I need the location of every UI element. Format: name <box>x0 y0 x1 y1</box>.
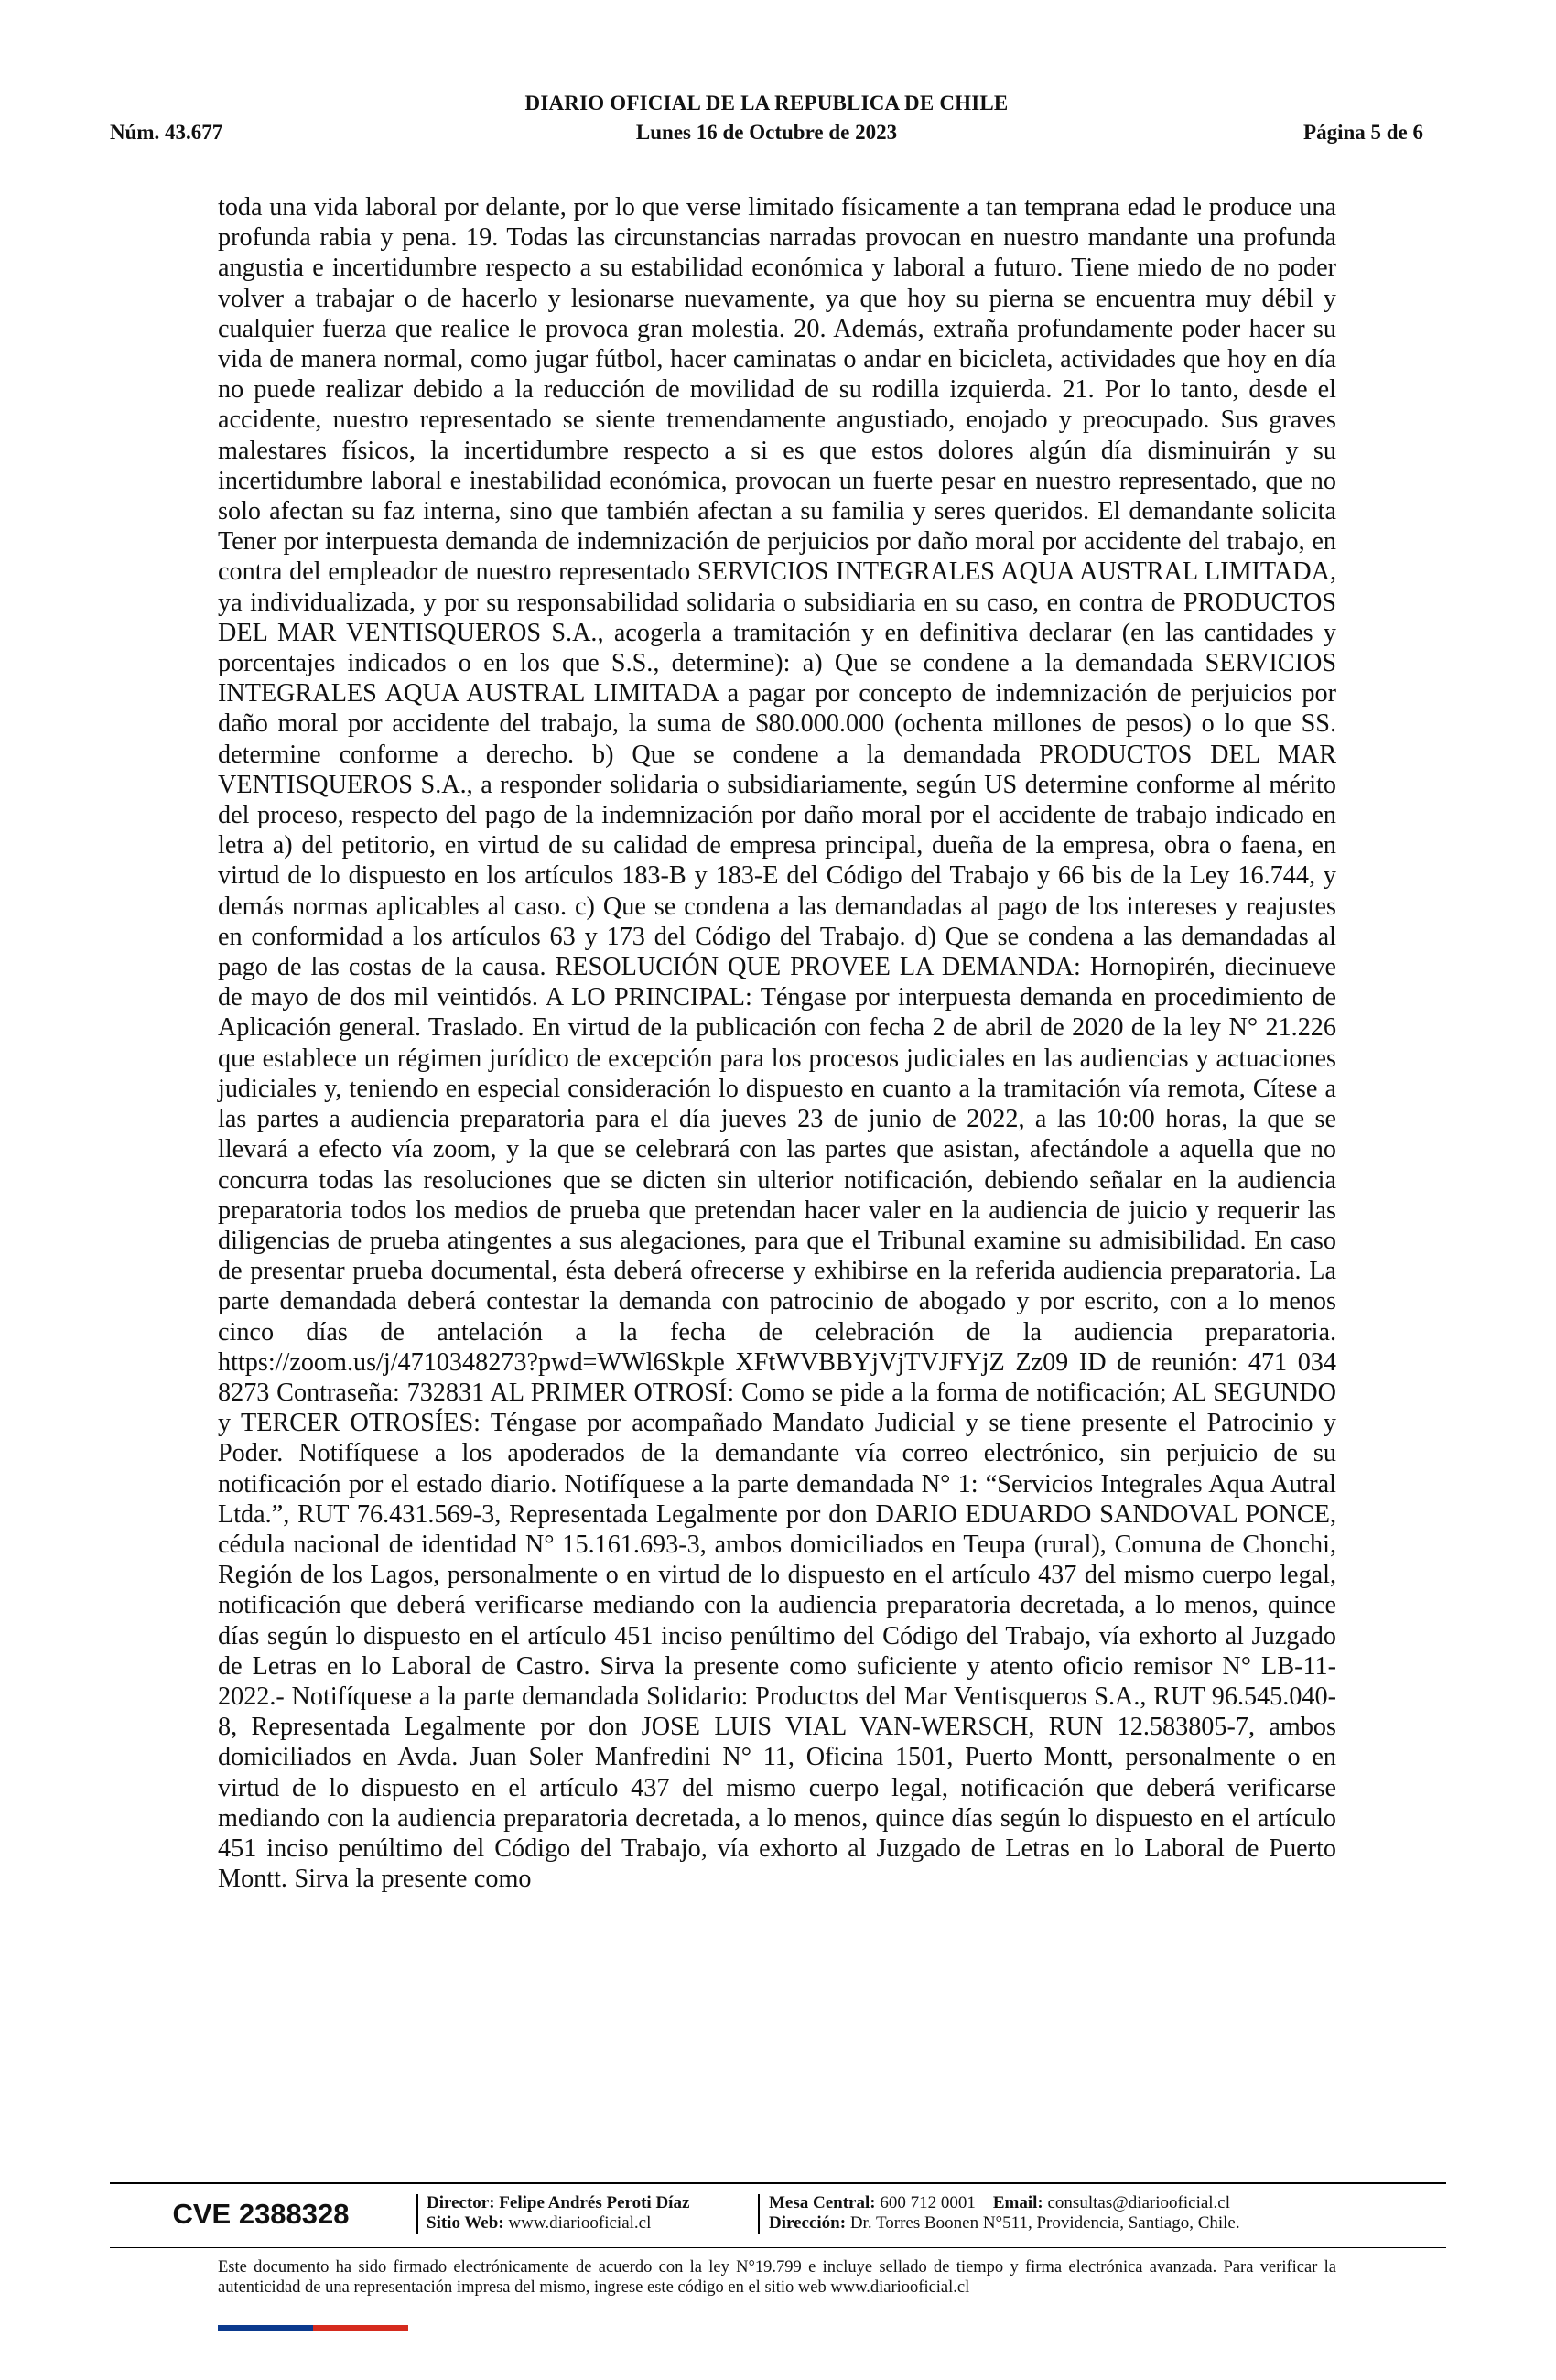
flag-red-segment <box>313 2325 408 2331</box>
legal-notice: Este documento ha sido firmado electrónicamente de acuerdo con la ley N°19.799 e incluye sellado de tiempo y firma electrónica avanzada. Para verificar la autenticidad de una representación impresa del mismo, ingrese este código en el sitio web www.diariooficial.cl <box>218 2258 1336 2297</box>
email-label: Email: <box>992 2193 1043 2212</box>
footer-separator <box>758 2194 760 2234</box>
footer-separator <box>416 2194 418 2234</box>
page-number: Página 5 de 6 <box>1303 121 1423 144</box>
flag-blue-segment <box>218 2325 313 2331</box>
website-label: Sitio Web: <box>427 2213 504 2233</box>
publication-title: DIARIO OFICIAL DE LA REPUBLICA DE CHILE <box>524 92 1009 114</box>
director-name: Felipe Andrés Peroti Díaz <box>499 2193 690 2212</box>
cve-code: CVE 2388328 <box>172 2198 350 2230</box>
flag-stripe <box>218 2325 408 2331</box>
footer-divider-lower <box>110 2247 1446 2248</box>
email-link[interactable]: consultas@diariooficial.cl <box>1047 2193 1231 2212</box>
mesa-phone: 600 712 0001 <box>880 2193 976 2212</box>
footer-info <box>110 2191 1446 2238</box>
page-header <box>110 92 1423 156</box>
footer-director-block <box>427 2193 689 2234</box>
body-text: toda una vida laboral por delante, por lo que verse limitado físicamente a tan temprana edad le produce una profunda rabia y pena. 19. Todas las circunstancias narradas provocan en nuestro mandante una profunda angustia e incertidumbre respecto a su estabilidad económica y laboral a futuro. Tiene miedo de no poder volver a trabajar o de hacerlo y lesionarse nuevamente, ya que hoy su pierna se encuentra muy débil y cualquier fuerza que realice le provoca gran molestia. 20. Además, extraña profundamente poder hacer su vida de manera normal, como jugar fútbol, hacer caminatas o andar en bicicleta, actividades que hoy en día no puede realizar debido a la reducción de movilidad de su rodilla izquierda. 21. Por lo tanto, desde el accidente, nuestro representado se siente tremendamente angustiado, enojado y preocupado. Sus graves malestares físicos, la incertidumbre respecto a si es que estos dolores algún día disminuirán y su incertidumbre laboral e inestabilidad económica, provocan un fuerte pesar en nuestro representado, que no solo afectan su faz interna, sino que también afectan a su familia y seres queridos. El demandante solicita Tener por interpuesta demanda de indemnización de perjuicios por daño moral por accidente del trabajo, en contra del empleador de nuestro representado SERVICIOS INTEGRALES AQUA AUSTRAL LIMITADA, ya individualizada, y por su responsabilidad solidaria o subsidiaria en su caso, en contra de PRODUCTOS DEL MAR VENTISQUEROS S.A., acogerla a tramitación y en definitiva declarar (en las cantidades y porcentajes indicados o en los que S.S., determine): a) Que se condene a la demandada SERVICIOS INTEGRALES AQUA AUSTRAL LIMITADA a pagar por concepto de indemnización de perjuicios por daño moral por accidente del trabajo, la suma de $80.000.000 (ochenta millones de pesos) o lo que SS. determine conforme a derecho. b) Que se condene a la demandada PRODUCTOS DEL MAR VENTISQUEROS S.A., a responder solidaria o subsidiariamente, según US determine conforme al mérito del proceso, respecto del pago de la indemnización por daño moral por el accidente de trabajo indicado en letra a) del petitorio, en virtud de su calidad de empresa principal, dueña de la empresa, obra o faena, en virtud de lo dispuesto en los artículos 183-B y 183-E del Código del Trabajo y 66 bis de la Ley 16.744, y demás normas aplicables al caso. c) Que se condena a las demandadas al pago de los intereses y reajustes en conformidad a los artículos 63 y 173 del Código del Trabajo. d) Que se condena a las demandadas al pago de las costas de la causa. RESOLUCIÓN QUE PROVEE LA DEMANDA: Hornopirén, diecinueve de mayo de dos mil veintidós. A LO PRINCIPAL: Téngase por interpuesta demanda en procedimiento de Aplicación general. Traslado. En virtud de la publicación con fecha 2 de abril de 2020 de la ley N° 21.226 que establece un régimen jurídico de excepción para los procesos judiciales en las audiencias y actuaciones judiciales y, teniendo en especial consideración lo dispuesto en cuanto a la tramitación vía remota, Cítese a las partes a audiencia preparatoria para el día jueves 23 de junio de 2022, a las 10:00 horas, la que se llevará a efecto vía zoom, y la que se celebrará con las partes que asistan, afectándole a aquella que no concurra todas las resoluciones que se dicten sin ulterior notificación, debiendo señalar en la audiencia preparatoria todos los medios de prueba que pretendan hacer valer en la audiencia de juicio y requerir las diligencias de prueba atingentes a sus alegaciones, para que el Tribunal examine su admisibilidad. En caso de presentar prueba documental, ésta deberá ofrecerse y exhibirse en la referida audiencia preparatoria. La parte demandada deberá contestar la demanda con patrocinio de abogado y por escrito, con a lo menos cinco días de antelación a la fecha de celebración de la audiencia preparatoria. https://zoom.us/j/4710348273?pwd=WWl6Skple XFtWVBBYjVjTVJFYjZ Zz09 ID de reunión: 471 034 8273 Contraseña: 732831 AL PRIMER OTROSÍ: Como se pide a la forma de notificación; AL SEGUNDO y TERCER OTROSÍES: Téngase por acompañado Mandato Judicial y se tiene presente el Patrocinio y Poder. Notifíquese a los apoderados de la demandante vía correo electrónico, sin perjuicio de su notificación por el estado diario. Notifíquese a la parte demandada N° 1: “Servicios Integrales Aqua Autral Ltda.”, RUT 76.431.569-3, Representada Legalmente por don DARIO EDUARDO SANDOVAL PONCE, cédula nacional de identidad N° 15.161.693-3, ambos domiciliados en Teupa (rural), Comuna de Chonchi, Región de los Lagos, personalmente o en virtud de lo dispuesto en el artículo 437 del mismo cuerpo legal, notificación que deberá verificarse mediando con la audiencia preparatoria decretada, a lo menos, quince días según lo dispuesto en el artículo 451 inciso penúltimo del Código del Trabajo, vía exhorto al Juzgado de Letras en lo Laboral de Castro. Sirva la presente como suficiente y atento oficio remisor N° LB-11-2022.- Notifíquese a la parte demandada Solidario: Productos del Mar Ventisqueros S.A., RUT 96.545.040-8, Representada Legalmente por don JOSE LUIS VIAL VAN-WERSCH, RUN 12.583805-7, ambos domiciliados en Avda. Juan Soler Manfredini N° 11, Oficina 1501, Puerto Montt, personalmente o en virtud de lo dispuesto en el artículo 437 del mismo cuerpo legal, notificación que deberá verificarse mediando con la audiencia preparatoria decretada, a lo menos, quince días según lo dispuesto en el artículo 451 inciso penúltimo del Código del Trabajo, vía exhorto al Juzgado de Letras en lo Laboral de Puerto Montt. Sirva la presente como <box>218 193 1336 1894</box>
website-link[interactable]: www.diariooficial.cl <box>508 2213 652 2233</box>
issue-number: Núm. 43.677 <box>110 121 223 144</box>
issue-date: Lunes 16 de Octubre de 2023 <box>635 121 898 144</box>
footer-divider <box>110 2182 1446 2184</box>
address-label: Dirección: <box>769 2213 847 2233</box>
director-label: Director: <box>427 2193 495 2212</box>
mesa-label: Mesa Central: <box>769 2193 876 2212</box>
address-value: Dr. Torres Boonen N°511, Providencia, Santiago, Chile. <box>849 2213 1240 2233</box>
footer-contact-block <box>769 2193 1240 2234</box>
